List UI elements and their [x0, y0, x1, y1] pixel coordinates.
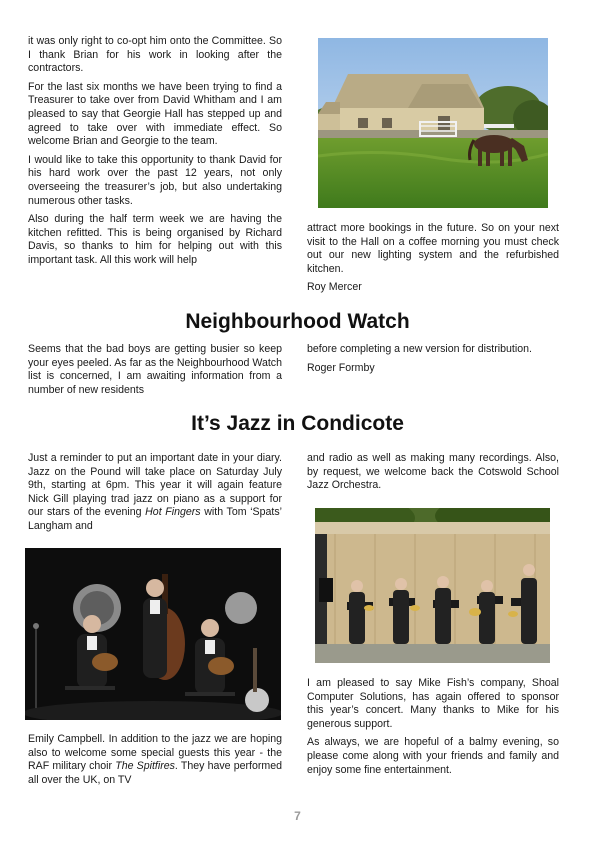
jazz-para-2-end: . They have performed all over the UK, on TV — [28, 760, 282, 786]
school-jazz-orchestra-photo — [315, 508, 550, 663]
jazz-para-1 — [28, 452, 282, 534]
jazz-text-left-top — [28, 452, 282, 539]
hall-para-5: attract more bookings in the future. So on your next visit to the Hall on a coffee morning you must check out our new lighting system and the refurbished kitchen. — [307, 222, 559, 275]
hall-para-2: For the last six months we have been trying to find a Treasurer to take over from David Whitham and I am pleased to say that Georgie Hall has stepped up and agreed to take over with immediate effect. So welcome Brian and Georgie to the team. — [28, 80, 282, 148]
hall-signature: Roy Mercer — [307, 281, 362, 294]
nw-para-2: before completing a new version for distribution. — [307, 343, 532, 355]
neighbourhood-watch-heading: Neighbourhood Watch — [185, 310, 410, 333]
nw-text-right — [307, 343, 559, 380]
jazz-para-1-end: with Tom ‘Spats’ Langham and — [28, 506, 282, 532]
band-name: Hot Fingers — [145, 506, 201, 519]
jazz-para-1-text: Just a reminder to put an important date in your diary. Jazz on the Pound will take place on Saturday July 9th, starting at 6pm. This year it will again feature Nick Gill playing trad jazz on piano as a support for our stars of the evening — [28, 452, 282, 519]
jazz-para-4: I am pleased to say Mike Fish’s company, Shoal Computer Solutions, has again offered to sponsor this year’s concert. Many thanks to Mike for his generous support. — [307, 677, 559, 730]
jazz-text-right-bottom — [307, 677, 559, 782]
nw-para-1: Seems that the bad boys are getting busier so keep your eyes peeled. As far as the Neighbourhood Watch list is concerned, I am awaiting information from a number of new residents — [28, 343, 282, 396]
hall-para-4: Also during the half term week we are having the kitchen refitted. This is being organised by Richard Davis, so thanks to him for helping out with this important task. All this work will help — [28, 213, 282, 266]
hall-para-3: I would like to take this opportunity to thank David for his hard work over the past 12 years, not only overseeing the treasurer’s job, but also undertaking numerous other tasks. — [28, 153, 282, 207]
jazz-para-2 — [28, 733, 282, 787]
jazz-heading: It’s Jazz in Condicote — [191, 412, 404, 435]
page-number: 7 — [294, 809, 301, 823]
hall-para-1: it was only right to co-opt him onto the Committee. So I thank Brian for his work in looking after the contractors. — [28, 35, 282, 75]
jazz-para-5: As always, we are hopeful of a balmy evening, so please come along with your friends and family and enjoy some fine entertainment. — [307, 736, 559, 776]
jazz-text-right-top — [307, 452, 559, 498]
hot-fingers-band-photo — [25, 548, 281, 720]
nw-signature: Roger Formby — [307, 361, 375, 374]
hall-text-left — [28, 35, 282, 273]
hall-text-right — [307, 222, 559, 300]
jazz-text-left-bottom — [28, 733, 282, 792]
jazz-para-2-text: Emily Campbell. In addition to the jazz we are hoping also to welcome some special guests this year - the RAF military choir — [28, 733, 282, 773]
nw-text-left — [28, 343, 282, 402]
jazz-para-3: and radio as well as making many recordings. Also, by request, we welcome back the Cotswold School Jazz Orchestra. — [307, 452, 559, 492]
village-hall-photo — [318, 38, 548, 208]
choir-name: The Spitfires — [115, 760, 175, 773]
